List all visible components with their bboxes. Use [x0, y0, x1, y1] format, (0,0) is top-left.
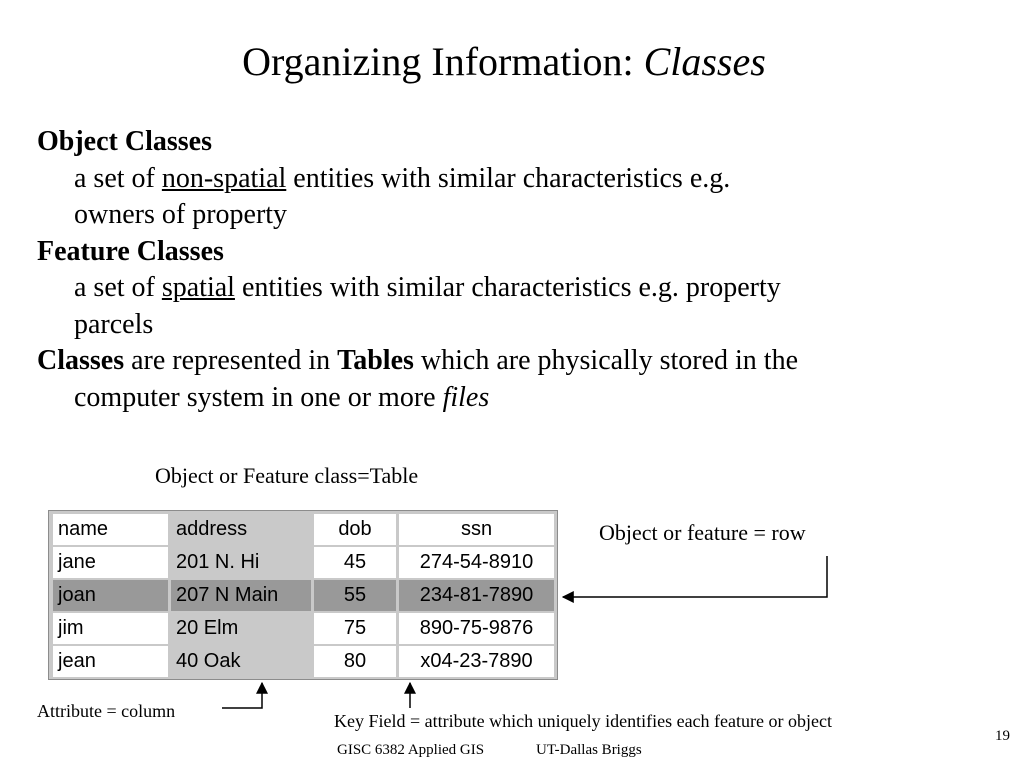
- table-header-cell: name: [53, 514, 168, 545]
- attribute-table: [48, 510, 558, 680]
- table-cell: 45: [314, 547, 396, 578]
- files-term: files: [442, 381, 490, 413]
- object-classes-heading: Object Classes: [37, 126, 212, 157]
- table-cell: x04-23-7890: [399, 646, 554, 677]
- feature-classes-heading: Feature Classes: [37, 235, 224, 267]
- tables-term: Tables: [337, 345, 414, 376]
- table-header-cell: ssn: [399, 514, 554, 545]
- table-cell: 234-81-7890: [399, 580, 554, 611]
- table-cell: 55: [314, 580, 396, 611]
- table-cell: 201 N. Hi: [176, 551, 260, 573]
- table-cell: 207 N Main: [171, 580, 311, 611]
- classes-term: Classes: [37, 345, 125, 376]
- title-text: Organizing Information:: [242, 39, 644, 84]
- object-classes-pre: a set of: [74, 162, 162, 194]
- footer-course: GISC 6382 Applied GIS: [337, 742, 485, 758]
- column-arrow: [222, 683, 262, 708]
- feature-classes-line-2: parcels: [74, 308, 154, 340]
- non-spatial-term: non-spatial: [161, 162, 287, 194]
- table-cell: jane: [53, 547, 168, 578]
- feature-classes-pre: a set of: [74, 272, 162, 303]
- column-label: Attribute = column: [37, 701, 176, 721]
- feature-classes-line-1: [37, 270, 997, 307]
- table-caption: Object or Feature class=Table: [155, 463, 419, 488]
- classes-note-line-2: [37, 380, 997, 417]
- footer-author: UT-Dallas Briggs: [536, 742, 642, 758]
- slide-title: [0, 36, 1008, 88]
- object-classes-line-2: owners of property: [74, 199, 288, 230]
- table-cell: jean: [53, 646, 168, 677]
- table-cell: 40 Oak: [176, 650, 241, 672]
- table-cell: 890-75-9876: [399, 613, 554, 644]
- row-label: Object or feature = row: [599, 520, 806, 545]
- table-cell: 80: [314, 646, 396, 677]
- feature-classes-post: entities with similar characteristics e.g. property: [234, 272, 781, 303]
- page-number: 19: [995, 728, 1010, 744]
- table-cell: joan: [53, 580, 168, 611]
- spatial-term: spatial: [161, 272, 235, 303]
- object-classes-post: entities with similar characteristics e.g.: [286, 162, 731, 194]
- classes-note-text-3: computer system in one or more: [74, 381, 443, 413]
- row-arrow: [563, 556, 827, 597]
- classes-note-text-1: are represented in: [124, 345, 338, 376]
- slide-body: [37, 124, 997, 416]
- table-cell: 274-54-8910: [399, 547, 554, 578]
- table-cell: jim: [53, 613, 168, 644]
- table-cell: 75: [314, 613, 396, 644]
- classes-note-text-2: which are physically stored in the: [413, 345, 799, 376]
- table-cell: 20 Elm: [176, 617, 239, 639]
- classes-note-line-1: [37, 343, 997, 380]
- table-header-cell: address: [176, 518, 248, 540]
- key-field-label: Key Field = attribute which uniquely identifies each feature or object: [334, 711, 832, 731]
- table-header-cell: dob: [314, 514, 396, 545]
- title-italic: Classes: [643, 39, 766, 84]
- object-classes-line-1: [37, 161, 997, 198]
